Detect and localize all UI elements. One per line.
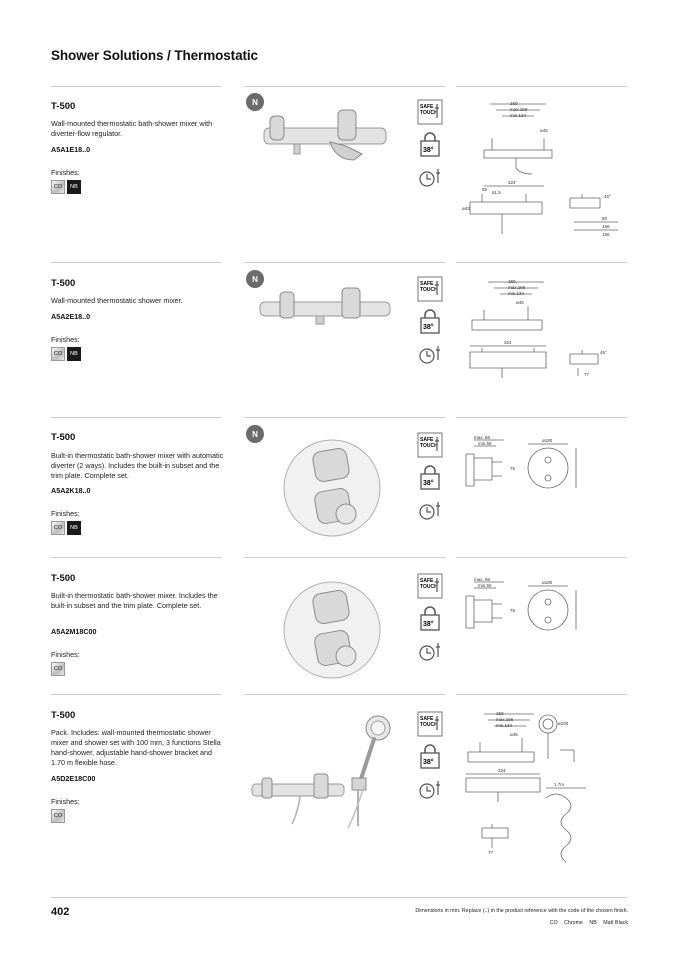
svg-text:150: 150 (510, 101, 518, 106)
technical-drawing (462, 708, 622, 870)
svg-text:75: 75 (510, 608, 516, 613)
svg-text:186: 186 (602, 232, 610, 237)
product-photo (250, 280, 410, 340)
finishes-label: Finishes: (51, 335, 80, 344)
svg-text:61,5: 61,5 (492, 190, 501, 195)
page-number: 402 (51, 906, 70, 918)
product-name: T-500 (51, 710, 76, 721)
product-reference: A5A2K18..0 (51, 486, 91, 495)
product-description: Wall-mounted thermostatic bath-shower mixer with diverter-flow regulator. (51, 119, 213, 138)
divider (51, 694, 222, 695)
svg-text:ø100: ø100 (558, 721, 569, 726)
svg-text:ø43: ø43 (462, 206, 470, 211)
temperature-lock-icon (417, 744, 443, 770)
finish-chrome-swatch: CO (51, 180, 65, 194)
product-photo (250, 96, 410, 186)
svg-text:max.166: max.166 (510, 107, 528, 112)
svg-text:TOUCH: TOUCH (420, 110, 438, 116)
finish-swatches (51, 662, 65, 676)
thermostat-timer-icon (417, 165, 443, 191)
svg-text:min.134: min.134 (508, 291, 525, 296)
finish-chrome-swatch: CO (51, 521, 65, 535)
divider (456, 262, 627, 263)
finish-chrome-swatch: CO (51, 809, 65, 823)
svg-text:max.166: max.166 (508, 285, 526, 290)
finish-swatches (51, 521, 81, 535)
divider (51, 262, 222, 263)
product-reference: A5A2E18..0 (51, 312, 91, 321)
svg-text:min.55: min.55 (478, 441, 492, 446)
svg-text:1.7m: 1.7m (554, 782, 565, 787)
divider (456, 557, 627, 558)
product-name: T-500 (51, 573, 76, 584)
finish-swatches (51, 347, 81, 361)
product-name: T-500 (51, 101, 76, 112)
svg-text:max.166: max.166 (496, 717, 514, 722)
finishes-label: Finishes: (51, 650, 80, 659)
svg-text:SAFE: SAFE (420, 716, 434, 722)
divider (244, 694, 446, 695)
technical-drawing (462, 98, 622, 243)
product-name: T-500 (51, 432, 76, 443)
product-photo (282, 436, 382, 540)
divider (456, 417, 627, 418)
divider (244, 262, 446, 263)
safe-touch-icon (417, 99, 443, 125)
divider (51, 417, 222, 418)
divider (51, 86, 222, 87)
svg-text:ø45: ø45 (540, 128, 548, 133)
svg-text:38°: 38° (423, 621, 434, 628)
product-photo (282, 578, 382, 682)
technical-drawing (462, 572, 582, 636)
product-description: Built-in thermostatic bath-shower mixer. Includes the built-in subset and the trim plate. Complete set. (51, 591, 218, 610)
footer-note: Dimensions in mm. Replace (..) in the product reference with the code of the chosen finish. (415, 908, 628, 914)
safe-touch-icon (417, 432, 443, 458)
svg-text:max. 86: max. 86 (474, 435, 491, 440)
technical-drawing (462, 276, 622, 384)
svg-text:SAFE: SAFE (420, 104, 434, 110)
svg-text:324: 324 (508, 180, 516, 185)
svg-text:324: 324 (504, 340, 512, 345)
divider (244, 557, 446, 558)
new-badge: N (246, 425, 264, 443)
finish-matt-black-swatch: NB (67, 180, 81, 194)
svg-text:SAFE: SAFE (420, 578, 434, 584)
svg-text:min.134: min.134 (496, 723, 513, 728)
product-description: Built-in thermostatic bath-shower mixer with automatic diverter (2 ways). Includes the built-in subset and the trim plate. Complete set. (51, 451, 224, 480)
svg-text:77: 77 (584, 372, 590, 377)
svg-text:38°: 38° (423, 480, 434, 487)
svg-text:324: 324 (498, 768, 506, 773)
divider (244, 417, 446, 418)
svg-text:150: 150 (508, 279, 516, 284)
finish-swatches (51, 180, 81, 194)
temperature-lock-icon (417, 132, 443, 158)
legend-item-chrome: CO Chrome (549, 920, 583, 926)
product-description: Wall-mounted thermostatic shower mixer. (51, 296, 183, 305)
footer-divider (51, 897, 627, 898)
product-photo (248, 708, 408, 832)
finish-swatches (51, 809, 65, 823)
temperature-lock-icon (417, 309, 443, 335)
finish-matt-black-swatch: NB (67, 347, 81, 361)
product-reference: A5A1E18..0 (51, 145, 91, 154)
svg-text:45°: 45° (604, 194, 611, 199)
temperature-lock-icon (417, 465, 443, 491)
svg-text:TOUCH: TOUCH (420, 287, 438, 293)
finishes-label: Finishes: (51, 168, 80, 177)
product-reference: A5D2E18C00 (51, 774, 96, 783)
divider (51, 557, 222, 558)
svg-text:ø180: ø180 (542, 438, 553, 443)
new-badge: N (246, 93, 264, 111)
product-name: T-500 (51, 278, 76, 289)
legend-item-matt-black: NB Matt Black (589, 920, 628, 926)
svg-text:75: 75 (510, 466, 516, 471)
svg-text:166: 166 (602, 224, 610, 229)
svg-text:38°: 38° (423, 324, 434, 331)
svg-text:TOUCH: TOUCH (420, 722, 438, 728)
svg-text:SAFE: SAFE (420, 437, 434, 443)
svg-text:80: 80 (602, 216, 608, 221)
temperature-lock-icon (417, 606, 443, 632)
svg-text:TOUCH: TOUCH (420, 584, 438, 590)
safe-touch-icon (417, 711, 443, 737)
new-badge: N (246, 270, 264, 288)
finish-matt-black-swatch: NB (67, 521, 81, 535)
svg-text:ø45: ø45 (516, 300, 524, 305)
finishes-label: Finishes: (51, 509, 80, 518)
svg-text:TOUCH: TOUCH (420, 443, 438, 449)
finish-legend (550, 920, 628, 926)
divider (456, 694, 627, 695)
svg-text:ø180: ø180 (542, 580, 553, 585)
svg-text:max. 86: max. 86 (474, 577, 491, 582)
safe-touch-icon (417, 276, 443, 302)
product-description: Pack. Includes: wall-mounted thermostatic shower mixer and shower set with 100 mm, 3 functions Stella hand-shower, adjustable hand-shower bracket and 1.70 m flexible hose. (51, 728, 221, 767)
svg-text:77: 77 (488, 850, 494, 855)
svg-text:ø45: ø45 (510, 732, 518, 737)
divider (244, 86, 446, 87)
svg-text:min.134: min.134 (510, 113, 527, 118)
svg-text:38°: 38° (423, 759, 434, 766)
thermostat-timer-icon (417, 498, 443, 524)
page-title: Shower Solutions / Thermostatic (51, 48, 258, 63)
technical-drawing (462, 430, 582, 494)
svg-text:45°: 45° (600, 350, 607, 355)
svg-text:SAFE: SAFE (420, 281, 434, 287)
product-reference: A5A2M18C00 (51, 627, 97, 636)
finish-chrome-swatch: CO (51, 347, 65, 361)
svg-text:min.55: min.55 (478, 583, 492, 588)
svg-text:55: 55 (482, 187, 488, 192)
thermostat-timer-icon (417, 777, 443, 803)
finish-chrome-swatch: CO (51, 662, 65, 676)
finishes-label: Finishes: (51, 797, 80, 806)
safe-touch-icon (417, 573, 443, 599)
thermostat-timer-icon (417, 639, 443, 665)
divider (456, 86, 627, 87)
svg-text:150: 150 (496, 711, 504, 716)
thermostat-timer-icon (417, 342, 443, 368)
svg-text:38°: 38° (423, 147, 434, 154)
